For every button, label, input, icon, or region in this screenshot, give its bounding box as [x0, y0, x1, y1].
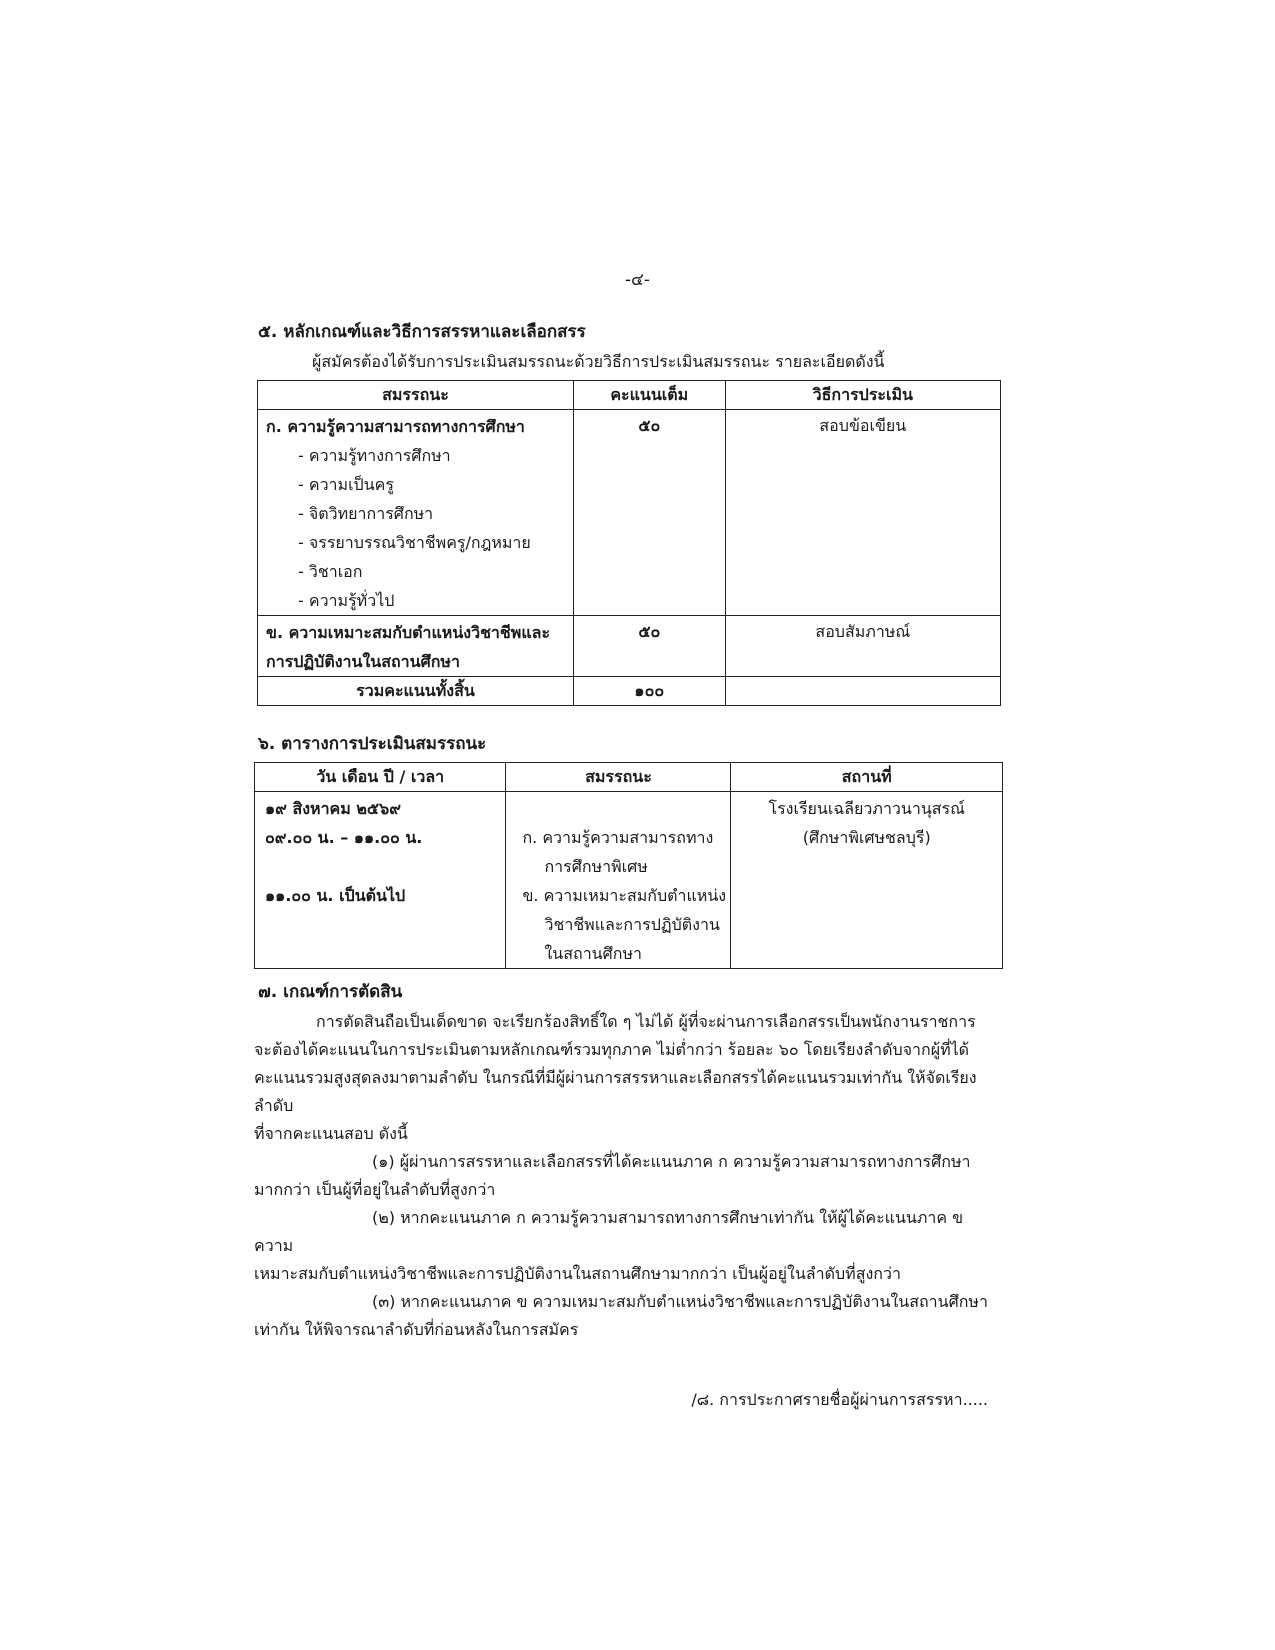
- para-line: (๓) หากคะแนนภาค ข ความเหมาะสมกับตำแหน่งวิชาชีพและการปฏิบัติงานในสถานศึกษา: [372, 1292, 988, 1311]
- page-number: -๔-: [624, 270, 651, 290]
- schedule-table: [254, 762, 1003, 969]
- schedule-time-1: ๐๙.๐๐ น. – ๑๑.๐๐ น.: [265, 828, 423, 847]
- section5-intro: ผู้สมัครต้องได้รับการประเมินสมรรถนะด้วยวิธีการประเมินสมรรถนะ รายละเอียดดังนี้: [312, 352, 885, 371]
- row-a-item: - จรรยาบรรณวิชาชีพครู/กฎหมาย: [298, 533, 531, 552]
- schedule-place-cell: [731, 792, 1003, 969]
- table-row: [255, 792, 1003, 969]
- total-score: ๑๐๐: [573, 677, 725, 706]
- section6-heading: ๖. ตารางการประเมินสมรรถนะ: [258, 734, 487, 754]
- table-row: [258, 677, 1001, 706]
- schedule-date: ๑๙ สิงหาคม ๒๕๖๙: [265, 799, 401, 818]
- row-b-score: ๕๐: [573, 616, 725, 677]
- schedule-date-cell: [255, 792, 506, 969]
- col-header-competency: สมรรถนะ: [258, 381, 574, 410]
- row-a-item: - ความเป็นครู: [298, 475, 394, 494]
- schedule-table-header: [255, 763, 1003, 792]
- schedule-comp-b-line2: วิชาชีพและการปฏิบัติงาน: [544, 915, 720, 934]
- row-a-title: ก. ความรู้ความสามารถทางการศึกษา: [266, 417, 525, 436]
- para-line: (๑) ผู้ผ่านการสรรหาและเลือกสรรที่ได้คะแนนภาค ก ความรู้ความสามารถทางการศึกษา: [372, 1152, 971, 1171]
- col-header-competency: สมรรถนะ: [506, 763, 731, 792]
- total-label: รวมคะแนนทั้งสิ้น: [258, 677, 574, 706]
- spacer: [522, 794, 730, 823]
- schedule-time-2: ๑๑.๐๐ น. เป็นต้นไป: [265, 886, 406, 905]
- para-line: มากกว่า เป็นผู้ที่อยู่ในลำดับที่สูงกว่า: [254, 1180, 496, 1199]
- schedule-comp-b-line1: ข. ความเหมาะสมกับตำแหน่ง: [522, 886, 727, 905]
- para-line: คะแนนรวมสูงสุดลงมาตามลำดับ ในกรณีที่มีผู้ผ่านการสรรหาและเลือกสรรได้คะแนนรวมเท่ากัน ให้จัดเรียงลำดับ: [254, 1068, 977, 1115]
- para-line: การตัดสินถือเป็นเด็ดขาด จะเรียกร้องสิทธิ์ใด ๆ ไม่ได้ ผู้ที่จะผ่านการเลือกสรรเป็นพนักงานราชการ: [316, 1012, 976, 1031]
- continuation-note: /๘. การประกาศรายชื่อผู้ผ่านการสรรหา.....: [691, 1390, 988, 1409]
- col-header-date-time: วัน เดือน ปี / เวลา: [255, 763, 506, 792]
- section5-heading: ๕. หลักเกณฑ์และวิธีการสรรหาและเลือกสรร: [258, 322, 586, 342]
- row-a-method: สอบข้อเขียน: [725, 410, 1000, 616]
- para-line: (๒) หากคะแนนภาค ก ความรู้ความสามารถทางการศึกษาเท่ากัน ให้ผู้ได้คะแนนภาค ข ความ: [254, 1208, 964, 1255]
- row-a-score: ๕๐: [573, 410, 725, 616]
- para-line: เหมาะสมกับตำแหน่งวิชาชีพและการปฏิบัติงานในสถานศึกษามากกว่า เป็นผู้อยู่ในลำดับที่สูงกว่า: [254, 1264, 901, 1283]
- row-b-title-line2: การปฏิบัติงานในสถานศึกษา: [266, 652, 460, 671]
- schedule-place-line2: (ศึกษาพิเศษชลบุรี): [802, 828, 931, 847]
- col-header-place: สถานที่: [731, 763, 1003, 792]
- schedule-competency-cell: [506, 792, 731, 969]
- table-row: [258, 616, 1001, 677]
- competency-table-header: [258, 381, 1001, 410]
- para-line: ที่จากคะแนนสอบ ดังนี้: [254, 1124, 408, 1143]
- row-b-competency: [258, 616, 574, 677]
- col-header-method: วิธีการประเมิน: [725, 381, 1000, 410]
- row-a-competency: [258, 410, 574, 616]
- row-b-title-line1: ข. ความเหมาะสมกับตำแหน่งวิชาชีพและ: [266, 623, 551, 642]
- para-line: จะต้องได้คะแนนในการประเมินตามหลักเกณฑ์รวมทุกภาค ไม่ต่ำกว่า ร้อยละ ๖๐ โดยเรียงลำดับจากผู้ที่ได้: [254, 1040, 970, 1059]
- total-method: [725, 677, 1000, 706]
- row-a-item: - จิตวิทยาการศึกษา: [298, 504, 434, 523]
- competency-table: [257, 380, 1001, 706]
- para-line: เท่ากัน ให้พิจารณาลำดับที่ก่อนหลังในการสมัคร: [254, 1320, 579, 1339]
- schedule-comp-a-line1: ก. ความรู้ความสามารถทาง: [522, 828, 714, 847]
- schedule-comp-a-line2: การศึกษาพิเศษ: [544, 857, 648, 876]
- section7-body: [254, 1008, 989, 1344]
- row-a-item: - วิชาเอก: [298, 562, 363, 581]
- row-b-method: สอบสัมภาษณ์: [725, 616, 1000, 677]
- table-row: [258, 410, 1001, 616]
- row-a-item: - ความรู้ทั่วไป: [298, 591, 395, 610]
- col-header-full-score: คะแนนเต็ม: [573, 381, 725, 410]
- section7-heading: ๗. เกณฑ์การตัดสิน: [258, 982, 403, 1002]
- schedule-place-line1: โรงเรียนเฉลียวภาวนานุสรณ์: [768, 799, 965, 818]
- schedule-comp-b-line3: ในสถานศึกษา: [544, 944, 642, 963]
- row-a-item: - ความรู้ทางการศึกษา: [298, 446, 451, 465]
- spacer: [265, 852, 505, 881]
